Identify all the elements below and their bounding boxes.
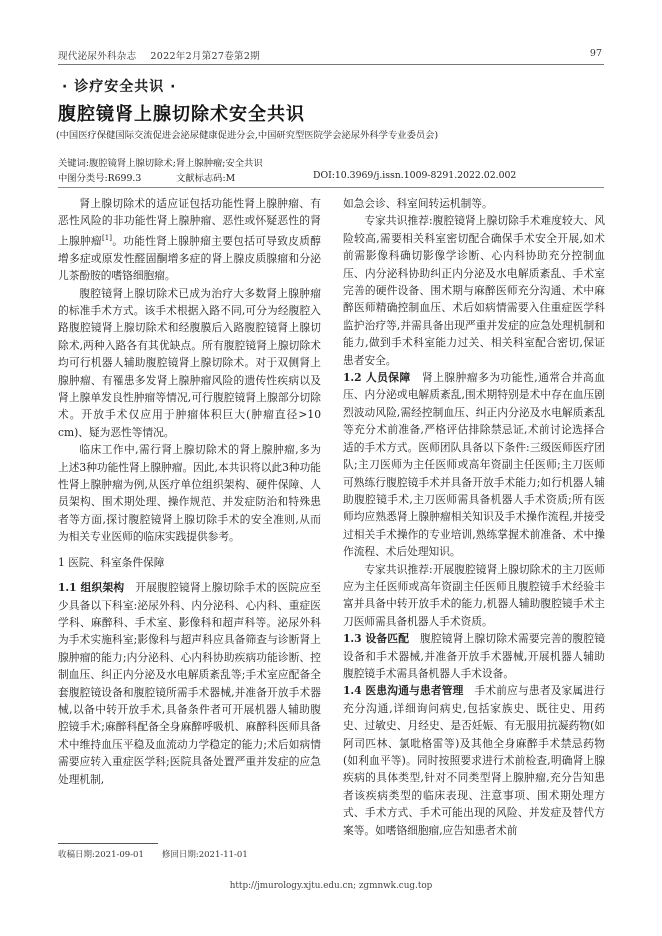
footnote-dates xyxy=(58,848,248,860)
doi[interactable]: DOI:10.3969/j.issn.1009-8291.2022.02.002 xyxy=(313,170,517,181)
clc-number: 中图分类号:R699.3 xyxy=(58,173,142,184)
expert-recommendation-1: 专家共识推荐:腹腔镜肾上腺切除手术难度较大、风险较高,需要相关科室密切配合确保手术安全开展,如术前需影像科确切影像学诊断、心内科协助充分控制血压、内分泌科协助纠正内分泌及水电解质紊乱、手术室完善的硬件设备、围术期与麻醉医师充分沟通、术中麻醉医师精确控制血压、术后如病情需要入住重症医学科监护治疗等,并需具备出现严重并发症的应急处理机制和能力,做到手术科室能力过关、相关科室配合密切,保证患者安全。 xyxy=(343,214,605,367)
article-metadata xyxy=(58,170,604,184)
subsection-heading: 1.3 设备匹配 xyxy=(343,632,410,646)
paragraph-text: 。功能性肾上腺肿瘤主要包括可导致皮质醇增多症或原发性醛固酮增多症的肾上腺皮质腺瘤和分泌儿茶酚胺的嗜铬细胞瘤。 xyxy=(58,234,321,283)
left-column xyxy=(58,195,321,788)
subsection-heading: 1.4 医患沟通与患者管理 xyxy=(343,684,464,698)
subsection-heading: 1.1 组织架构 xyxy=(58,581,125,595)
right-column xyxy=(343,195,605,839)
paragraph-scope: 临床工作中,需行肾上腺切除术的肾上腺肿瘤,多为上述3种功能性肾上腺肿瘤。因此,本共识将以此3种功能性肾上腺肿瘤为例,从医疗单位组织架构、硬件保障、人员架构、围术期处理、操作规范、并发症防治和特殊患者等方面,探讨腹腔镜肾上腺切除手术的安全准则,从而为相关专业医师的临床实践提供参考。 xyxy=(58,443,321,544)
paragraph-intro xyxy=(58,195,321,285)
expert-recommendation-2: 专家共识推荐:开展腹腔镜肾上腺切除术的主刀医师应为主任医师或高年资副主任医师且腹腔镜手术经验丰富并具备中转开放手术的能力,机器人辅助腹腔镜手术主刀医师需具备机器人手术资质。 xyxy=(343,562,605,628)
paragraph-continued: 如急会诊、科室间转运机制等。 xyxy=(343,197,493,210)
paragraph-text: 肾上腺切除术的适应证包括功能性肾上腺肿瘤、有恶性风险的非功能性肾上腺肿瘤、恶性或怀疑恶性的肾上腺肿瘤 xyxy=(58,197,321,248)
column-title: · 诊疗安全共识 · xyxy=(62,79,177,95)
page-footer-urls[interactable]: http://jmurology.xjtu.edu.cn; zgmnwk.cug.top xyxy=(229,881,433,891)
section-heading-1: 1 医院、科室条件保障 xyxy=(58,555,165,569)
subsection-1-4 xyxy=(343,682,605,839)
subsection-body: 肾上腺肿瘤多为功能性,通常合并高血压、内分泌或电解质紊乱,围术期特别是术中存在血压剧烈波动风险,需经控制血压、纠正内分泌及水电解质紊乱等充分术前准备,严格评估排除禁忌证,术前讨论选择合适的手术方式。医师团队具备以下条件:三级医师医疗团队;主刀医师为主任医师或高年资副主任医师;主刀医师可熟练行腹腔镜手术并具备开放手术能力;如行机器人辅助腹腔镜手术,主刀医师需具备机器人手术资质;所有医师均应熟悉肾上腺肿瘤相关知识及手术操作流程,并接受过相关手术操作的专业培训,熟练掌握术前准备、术中操作流程、术后处理知识。 xyxy=(343,371,605,559)
footnote-rule xyxy=(58,843,158,844)
header-rule xyxy=(58,64,604,65)
subsection-heading: 1.2 人员保障 xyxy=(343,371,411,385)
subsection-1-3 xyxy=(343,630,605,682)
page-number: 97 xyxy=(589,48,602,59)
article-title: 腹腔镜肾上腺切除术安全共识 xyxy=(58,104,305,125)
metadata-rule xyxy=(58,187,604,188)
subsection-body: 开展腹腔镜肾上腺切除手术的医院应至少具备以下科室:泌尿外科、内分泌科、心内科、重症医学科、麻醉科、手术室、影像科和超声科等。泌尿外科为手术实施科室;影像科与超声科应具备筛查与诊断肾上腺肿瘤的能力;内分泌科、心内科协助疾病功能诊断、控制血压、纠正内分泌及水电解质紊乱等;手术室应配备全套腹腔镜设备和腹腔镜所需手术器械,并准备开放手术器械,以备中转开放手术,具备条件者可开展机器人辅助腹腔镜手术;麻醉科配备全身麻醉呼吸机、麻醉科医师具备术中维持血压平稳及血流动力学稳定的能力;术后如病情需要应转入重症医学科;医院具备处置严重并发症的应急处理机制, xyxy=(58,581,321,786)
subsection-body: 手术前应与患者及家属进行充分沟通,详细询问病史,包括家族史、既往史、用药史、过敏史、月经史、是否妊娠、有无服用抗凝药物(如阿司匹林、氯吡格雷等)及其他全身麻醉手术禁忌药物(如利血平等)。同时按照要求进行术前检查,明确肾上腺疾病的具体类型,针对不同类型肾上腺肿瘤,充分告知患者该疾病类型的临床表现、注意事项、围术期处理方式、手术方式、手术可能出现的风险、并发症及替代方案等。如嗜铬细胞瘤,应告知患者术前 xyxy=(343,684,605,837)
author-affiliation: (中国医疗保健国际交流促进会泌尿健康促进分会,中国研究型医院学会泌尿外科学专业委员会) xyxy=(56,130,439,141)
reference-marker[interactable]: [1] xyxy=(102,233,112,242)
paragraph-approach: 腹腔镜肾上腺切除术已成为治疗大多数肾上腺肿瘤的标准手术方式。该手术根据入路不同,可分为经腹腔入路腹腔镜肾上腺切除术和经腹膜后入路腹腔镜肾上腺切除术,两种入路各有其优缺点。所有腹腔镜肾上腺切除术均可行机器人辅助腹腔镜肾上腺切除术。对于双侧肾上腺肿瘤、有罹患多发肾上腺肿瘤风险的遗传性疾病以及肾上腺单发良性肿瘤等情况,可行腹腔镜肾上腺部分切除术。开放手术仅应用于肿瘤体积巨大(肿瘤直径>10 cm)、疑为恶性等情况。 xyxy=(58,286,321,439)
keywords: 关键词:腹腔镜肾上腺切除术;肾上腺肿瘤;安全共识 xyxy=(58,158,263,169)
running-header xyxy=(58,48,260,62)
subsection-1-1 xyxy=(58,579,321,788)
document-code: 文献标志码:M xyxy=(176,173,236,184)
revised-date: 修回日期:2021-11-01 xyxy=(161,850,248,860)
received-date: 收稿日期:2021-09-01 xyxy=(58,850,144,860)
issue-info: 2022年2月第27卷第2期 xyxy=(150,51,260,62)
subsection-body: 腹腔镜肾上腺切除术需要完善的腹腔镜设备和手术器械,并准备开放手术器械,开展机器人辅助腹腔镜手术需具备机器人手术设备。 xyxy=(343,632,605,680)
journal-name: 现代泌尿外科杂志 xyxy=(58,51,137,62)
subsection-1-2 xyxy=(343,369,605,560)
